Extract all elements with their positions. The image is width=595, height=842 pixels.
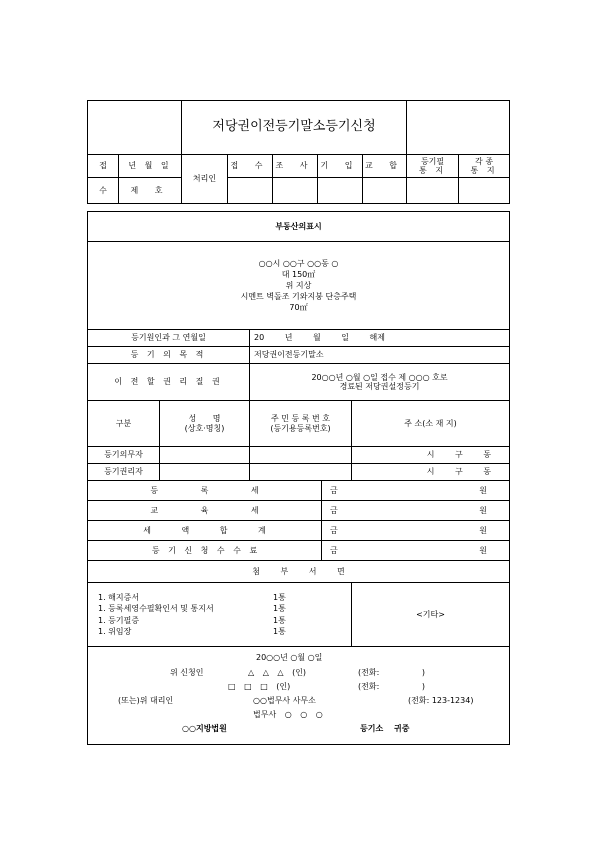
attachments-list xyxy=(88,583,352,647)
fee-filing-label: 등 기 신 청 수 수 료 xyxy=(88,541,322,561)
main-table xyxy=(87,211,510,745)
step-review-box xyxy=(273,178,318,204)
col-id xyxy=(250,401,352,447)
receipt-label: 접 xyxy=(88,155,119,178)
signature-date: 20○○년 ○월 ○일 xyxy=(256,652,323,662)
notify-various-line2: 통 지 xyxy=(470,166,498,175)
attachments-heading: 첨 부 서 면 xyxy=(88,561,510,583)
attachment-name: 1. 등록세영수필확인서 및 통지서 xyxy=(98,604,214,613)
signature-area xyxy=(88,648,509,744)
fee-registration-sign: 금 xyxy=(330,486,338,495)
fee-registration-label: 등 록 세 xyxy=(88,481,322,501)
obligor-address: 시 구 동 xyxy=(352,447,510,464)
step-receipt-box xyxy=(228,178,273,204)
step-check-box xyxy=(363,178,407,204)
fee-education-label: 교 육 세 xyxy=(88,501,322,521)
applicant-label: 위 신청인 xyxy=(170,667,204,677)
right-value-line1: 20○○년 ○월 ○일 접수 제 ○○○ 호로 xyxy=(311,372,448,382)
attachment-qty: 1통 xyxy=(273,604,286,613)
notify-registered-box xyxy=(407,178,459,204)
fee-education-value xyxy=(322,501,510,521)
fee-registration-value xyxy=(322,481,510,501)
property-line-2: 대 150㎡ xyxy=(281,270,316,279)
obligee-label: 등기권리자 xyxy=(88,464,160,481)
fee-total-sign: 금 xyxy=(330,526,338,535)
header-blank-right xyxy=(407,101,510,155)
header-table xyxy=(87,100,510,204)
applicant-1: △ △ △ (인) xyxy=(248,667,307,677)
court-name: ○○지방법원 xyxy=(182,723,227,733)
fee-registration-unit: 원 xyxy=(479,486,488,495)
applicant-1-phone: (전화: ) xyxy=(358,667,425,677)
col-name-line1: 성 명 xyxy=(188,414,221,424)
obligor-label: 등기의무자 xyxy=(88,447,160,464)
col-name-line2: (상호·명칭) xyxy=(184,423,225,433)
attachment-item xyxy=(88,592,351,604)
cause-value: 20 년 월 일 해제 xyxy=(250,330,510,347)
obligee-address: 시 구 동 xyxy=(352,464,510,481)
right-label: 이 전 할 권 리 질 권 xyxy=(88,364,250,401)
col-id-line2: (등기용등록번호) xyxy=(270,423,331,433)
fee-filing-value xyxy=(322,541,510,561)
step-check: 교 합 xyxy=(363,155,407,178)
cause-label: 등기원인과 그 연월일 xyxy=(88,330,250,347)
fee-total-unit: 원 xyxy=(479,526,488,535)
col-name xyxy=(160,401,250,447)
notify-registered-line2: 통 지 xyxy=(419,166,447,175)
fee-filing-unit: 원 xyxy=(479,546,488,555)
agent-label: (또는)위 대리인 xyxy=(118,695,174,705)
date-label: 년 월 일 xyxy=(119,155,182,178)
property-description xyxy=(88,242,510,330)
step-review: 조 사 xyxy=(273,155,318,178)
attachment-item xyxy=(88,626,351,638)
step-entry: 기 입 xyxy=(318,155,363,178)
signature-block xyxy=(88,647,510,745)
header-blank-left xyxy=(88,101,182,155)
fee-total-label: 세 액 합 계 xyxy=(88,521,322,541)
registry-addressee: 등기소 귀중 xyxy=(360,723,410,733)
form-title: 저당권이전등기말소등기신청 xyxy=(182,101,407,155)
obligee-id xyxy=(250,464,352,481)
step-receipt: 접 수 xyxy=(228,155,273,178)
agent-phone: (전화: 123-1234) xyxy=(408,695,474,705)
applicant-2: □ □ □ (인) xyxy=(228,681,291,691)
right-value-line2: 경료된 저당권설정등기 xyxy=(339,382,420,391)
property-line-5: 70㎡ xyxy=(289,303,308,312)
col-id-line1: 주 민 등 록 번 호 xyxy=(270,414,331,424)
notify-registered-line1: 등기필 xyxy=(420,156,445,166)
notify-various-box xyxy=(459,178,510,204)
processor-label: 처리인 xyxy=(182,155,228,204)
property-line-1: ○○시 ○○구 ○○동 ○ xyxy=(258,259,339,268)
notify-registered xyxy=(407,155,459,178)
attachment-name: 1. 해지증서 xyxy=(98,592,140,602)
col-address: 주 소(소 재 지) xyxy=(352,401,510,447)
purpose-label: 등 기 의 목 적 xyxy=(88,347,250,364)
attachment-qty: 1통 xyxy=(273,627,286,636)
fee-total-value xyxy=(322,521,510,541)
property-heading: 부동산의표시 xyxy=(88,212,510,242)
agent-lawyer: 법무사 ○ ○ ○ xyxy=(253,709,323,719)
applicant-2-phone: (전화: ) xyxy=(358,681,425,691)
col-kind: 구분 xyxy=(88,401,160,447)
attachment-qty: 1통 xyxy=(273,615,286,625)
number-label: 수 xyxy=(88,178,119,204)
attachment-name: 1. 등기필증 xyxy=(98,615,140,625)
right-value xyxy=(250,364,510,401)
purpose-value: 저당권이전등기말소 xyxy=(250,347,510,364)
obligor-name xyxy=(160,447,250,464)
agent-office: ○○법무사 사무소 xyxy=(253,695,316,705)
fee-education-sign: 금 xyxy=(330,506,338,515)
attachment-item xyxy=(88,615,351,627)
attachments-other: <기타> xyxy=(352,583,510,647)
obligee-name xyxy=(160,464,250,481)
property-line-4: 시멘트 벽돌조 기와지붕 단층주택 xyxy=(240,292,357,301)
notify-various xyxy=(459,155,510,178)
obligor-id xyxy=(250,447,352,464)
step-entry-box xyxy=(318,178,363,204)
fee-filing-sign: 금 xyxy=(330,546,338,555)
attachment-qty: 1통 xyxy=(273,592,286,602)
notify-various-line1: 각 종 xyxy=(475,156,494,166)
fee-education-unit: 원 xyxy=(479,506,488,515)
number-value: 제 호 xyxy=(119,178,182,204)
attachment-name: 1. 위임장 xyxy=(98,627,132,636)
attachment-item xyxy=(88,603,351,615)
property-line-3: 위 지상 xyxy=(285,281,312,290)
